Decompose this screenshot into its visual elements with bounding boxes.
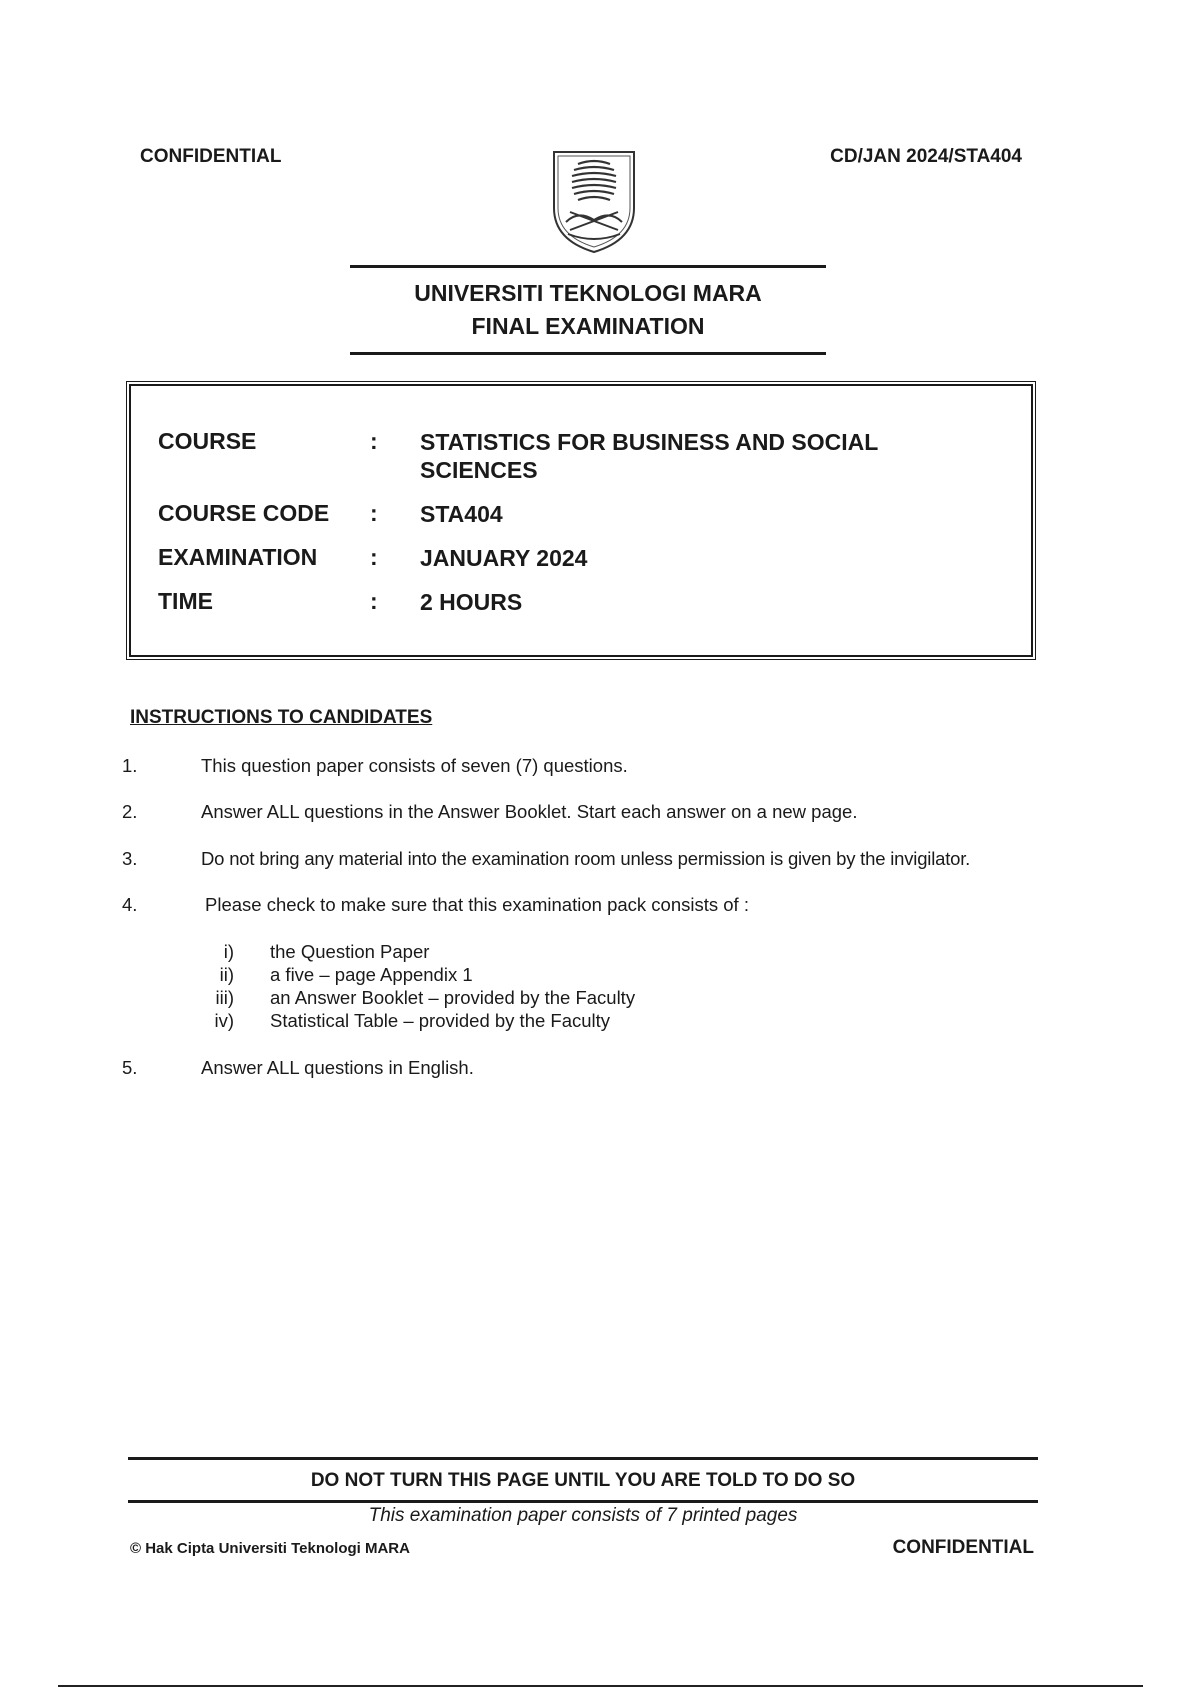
instruction-number: 3. — [122, 848, 138, 869]
info-value: STA404 — [420, 501, 503, 527]
page-count-note: This examination paper consists of 7 printed pages — [368, 1505, 798, 1526]
subitem-number: i) — [223, 941, 234, 962]
course-info-box — [126, 381, 1036, 660]
info-label: COURSE CODE — [158, 500, 330, 526]
subitem-number: iii) — [215, 987, 234, 1008]
subitem-number: iv) — [214, 1010, 234, 1031]
info-colon: : — [370, 544, 378, 570]
instruction-number: 1. — [122, 755, 138, 776]
instruction-text: Please check to make sure that this examination pack consists of : — [205, 894, 749, 915]
info-colon: : — [370, 588, 378, 614]
instruction-text: Answer ALL questions in English. — [201, 1057, 474, 1078]
subitem-text: an Answer Booklet – provided by the Faculty — [270, 987, 636, 1008]
instruction-text: This question paper consists of seven (7) questions. — [201, 755, 628, 776]
subitem-text: the Question Paper — [270, 941, 430, 962]
copyright-notice: © Hak Cipta Universiti Teknologi MARA — [130, 1540, 410, 1557]
footer-top-rule — [128, 1457, 1038, 1460]
instruction-text: Answer ALL questions in the Answer Booklet. Start each answer on a new page. — [201, 801, 858, 822]
university-name: UNIVERSITI TEKNOLOGI MARA — [414, 280, 762, 306]
info-value: 2 HOURS — [420, 589, 523, 615]
header-confidential: CONFIDENTIAL — [140, 146, 282, 167]
university-crest-icon — [548, 148, 640, 256]
subitem-number: ii) — [219, 964, 234, 985]
title-bottom-rule — [350, 352, 826, 355]
exam-title — [350, 277, 826, 343]
info-colon: : — [370, 500, 378, 526]
info-label: EXAMINATION — [158, 544, 318, 570]
instruction-number: 4. — [122, 894, 138, 915]
info-colon: : — [370, 428, 378, 454]
instructions-heading: INSTRUCTIONS TO CANDIDATES — [130, 707, 433, 728]
footer-confidential: CONFIDENTIAL — [892, 1537, 1034, 1558]
info-label: TIME — [158, 588, 213, 614]
info-value: STATISTICS FOR BUSINESS AND SOCIAL SCIENCES — [420, 429, 878, 483]
instruction-number: 2. — [122, 801, 138, 822]
info-label: COURSE — [158, 428, 257, 454]
instruction-text: Do not bring any material into the examination room unless permission is given by the invigilator. — [201, 848, 971, 869]
exam-type: FINAL EXAMINATION — [471, 313, 705, 339]
page-bottom-rule — [58, 1685, 1143, 1687]
info-value: JANUARY 2024 — [420, 545, 588, 571]
title-top-rule — [350, 265, 826, 268]
do-not-turn-warning: DO NOT TURN THIS PAGE UNTIL YOU ARE TOLD TO DO SO — [310, 1470, 856, 1491]
instruction-number: 5. — [122, 1057, 138, 1078]
footer-middle-rule — [128, 1500, 1038, 1503]
header-paper-code: CD/JAN 2024/STA404 — [830, 146, 1022, 167]
subitem-text: Statistical Table – provided by the Faculty — [270, 1010, 611, 1031]
subitem-text: a five – page Appendix 1 — [270, 964, 473, 985]
